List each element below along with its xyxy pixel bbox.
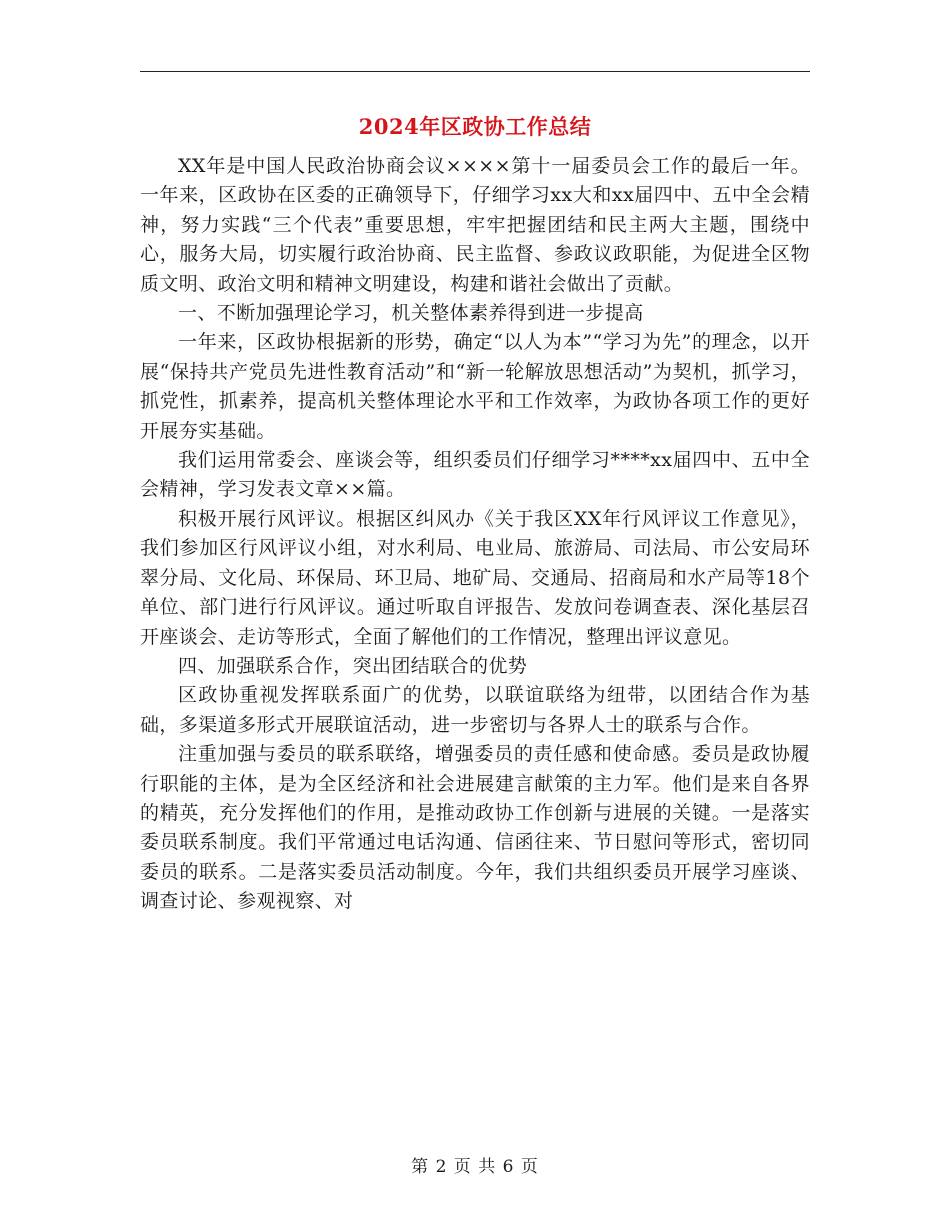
- header-rule: [140, 71, 810, 72]
- paragraph-member-contact: 注重加强与委员的联系联络，增强委员的责任感和使命感。委员是政协履行职能的主体，是为全区经济和社会进展建言献策的主力军。他们是来自各界的精英，充分发挥他们的作用，是推动政协工作创新与进展的关键。一是落实委员联系制度。我们平常通过电话沟通、信函往来、节日慰问等形式，密切同委员的联系。二是落实委员活动制度。今年，我们共组织委员开展学习座谈、调查讨论、参观视察、对: [140, 743, 810, 913]
- paragraph-committee-study: 我们运用常委会、座谈会等，组织委员们仔细学习****xx届四中、五中全会精神，学习发表文章××篇。: [140, 449, 810, 501]
- paragraph-theory-study: 一年来，区政协根据新的形势，确定“以人为本”“学习为先”的理念，以开展“保持共产党员先进性教育活动”和“新一轮解放思想活动”为契机，抓学习，抓党性，抓素养，提高机关整体理论水平和工作效率，为政协各项工作的更好开展夯实基础。: [140, 331, 810, 442]
- document-title: 2024年区政协工作总结: [358, 114, 592, 139]
- paragraph-liaison: 区政协重视发挥联系面广的优势，以联谊联络为纽带，以团结合作为基础，多渠道多形式开展联谊活动，进一步密切与各界人士的联系与合作。: [140, 684, 810, 736]
- paragraph-intro: XX年是中国人民政治协商会议××××第十一届委员会工作的最后一年。一年来，区政协在区委的正确领导下，仔细学习xx大和xx届四中、五中全会精神，努力实践“三个代表”重要思想，牢牢把握团结和民主两大主题，围绕中心，服务大局，切实履行政治协商、民主监督、参政议政职能，为促进全区物质文明、政治文明和精神文明建设，构建和谐社会做出了贡献。: [140, 155, 810, 295]
- section-heading-4: 四、加强联系合作，突出团结联合的优势: [178, 654, 528, 677]
- page-number: 第 2 页 共 6 页: [411, 1157, 539, 1177]
- section-heading-1: 一、不断加强理论学习，机关整体素养得到进一步提高: [178, 302, 644, 325]
- document-body: [140, 152, 810, 917]
- paragraph-conduct-review: 积极开展行风评议。根据区纠风办《关于我区XX年行风评议工作意见》，我们参加区行风评议小组，对水利局、电业局、旅游局、司法局、市公安局环翠分局、文化局、环保局、环卫局、地矿局、交通局、招商局和水产局等18个单位、部门进行行风评议。通过听取自评报告、发放问卷调查表、深化基层召开座谈会、走访等形式，全面了解他们的工作情况，整理出评议意见。: [140, 507, 810, 648]
